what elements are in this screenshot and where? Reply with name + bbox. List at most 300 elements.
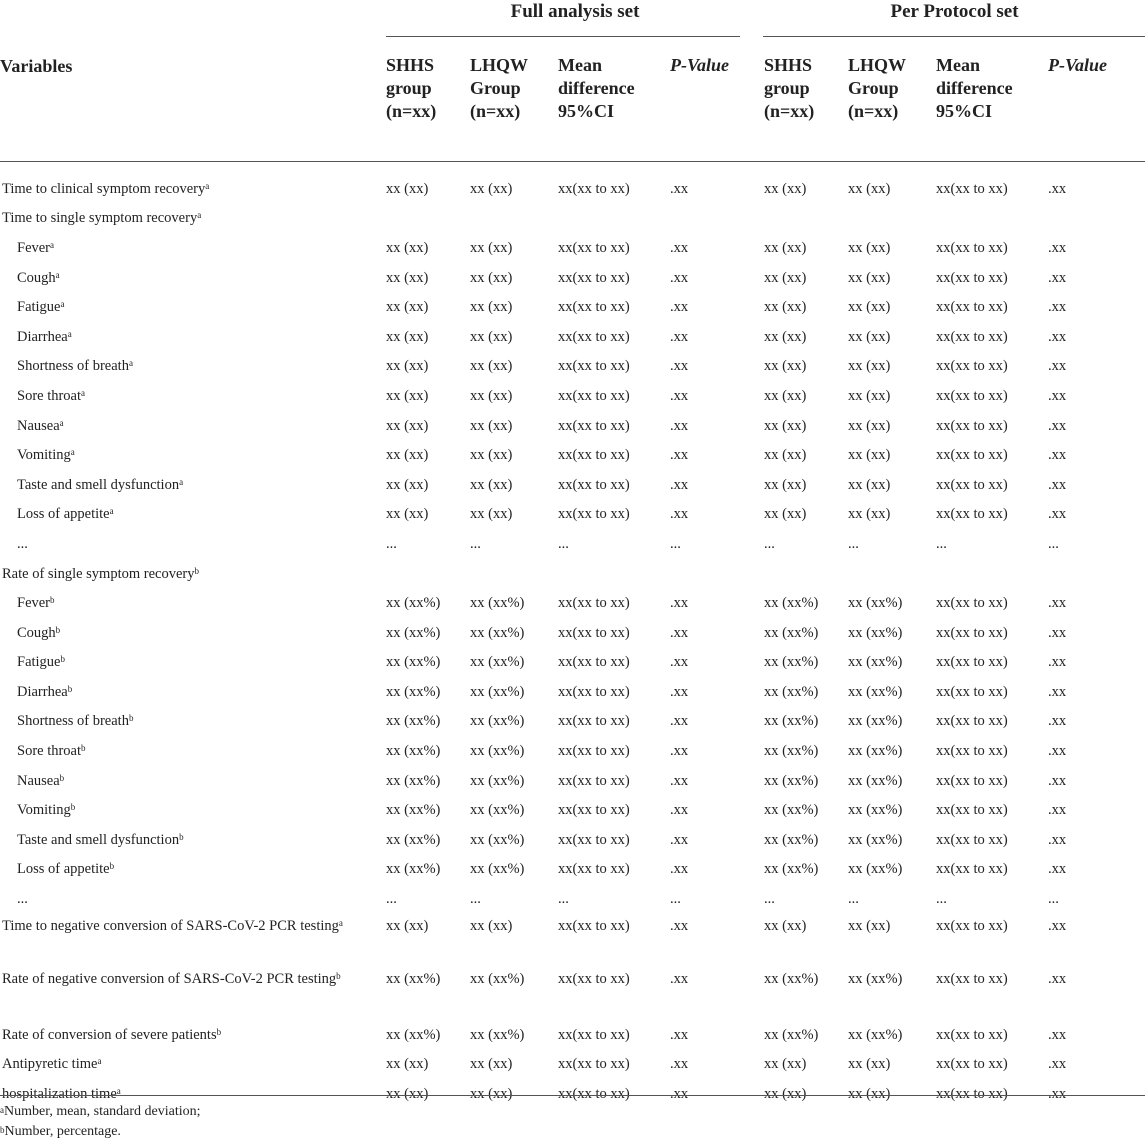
table-cell xyxy=(764,204,848,234)
row-label xyxy=(0,233,386,263)
table-cell: xx(xx to xx) xyxy=(936,328,1008,345)
table-cell: .xx xyxy=(1048,299,1067,316)
table-cell: .xx xyxy=(670,180,689,197)
row-label xyxy=(0,162,386,204)
table-cell: .xx xyxy=(670,1026,689,1043)
table-cell: xx (xx%) xyxy=(386,743,441,760)
table-row xyxy=(0,588,1145,618)
row-label-footnote-marker: a xyxy=(67,328,72,339)
table-cell: .xx xyxy=(670,476,689,493)
table-bottom-rule xyxy=(0,1095,1145,1096)
table-cell: xx(xx to xx) xyxy=(558,624,630,641)
column-header-row xyxy=(0,35,1145,162)
table-cell: xx (xx%) xyxy=(848,713,903,730)
row-label-footnote-marker: a xyxy=(197,210,202,221)
table-cell: xx (xx) xyxy=(386,358,429,375)
table-cell xyxy=(470,204,558,234)
table-row xyxy=(0,825,1145,855)
table-cell: xx(xx to xx) xyxy=(558,328,630,345)
table-row xyxy=(0,162,1145,204)
col-header-pp-lhqw: LHQW Group (n=xx) xyxy=(848,35,936,162)
table-cell: xx(xx to xx) xyxy=(558,1056,630,1073)
table-cell: xx (xx) xyxy=(470,447,513,464)
table-cell: xx(xx to xx) xyxy=(558,970,630,987)
col-header-fas-shhs: SHHS group (n=xx) xyxy=(386,35,470,162)
table-cell: xx (xx%) xyxy=(386,624,441,641)
row-label-text: Nausea xyxy=(17,417,60,434)
table-cell xyxy=(1048,204,1145,234)
table-cell: xx (xx) xyxy=(386,328,429,345)
table-cell: xx (xx) xyxy=(470,269,513,286)
table-cell: .xx xyxy=(1048,1026,1067,1043)
table-cell: .xx xyxy=(1048,239,1067,256)
row-label-text: ... xyxy=(17,535,28,552)
table-cell: xx (xx%) xyxy=(848,654,903,671)
table-cell: .xx xyxy=(670,417,689,434)
table-cell: .xx xyxy=(1048,358,1067,375)
table-body xyxy=(0,162,1145,1109)
table-cell: xx (xx%) xyxy=(848,802,903,819)
table-cell: xx(xx to xx) xyxy=(558,358,630,375)
table-cell: xx (xx) xyxy=(470,239,513,256)
table-row xyxy=(0,263,1145,293)
table-cell: xx (xx%) xyxy=(386,861,441,878)
row-label-footnote-marker: a xyxy=(179,476,184,487)
table-row xyxy=(0,529,1145,559)
table-cell: xx(xx to xx) xyxy=(936,299,1008,316)
table-cell: xx(xx to xx) xyxy=(936,269,1008,286)
table-cell: .xx xyxy=(1048,595,1067,612)
row-label-text: Fatigue xyxy=(17,299,61,316)
row-label-text: Cough xyxy=(17,269,56,286)
table-cell: xx (xx) xyxy=(848,299,891,316)
table-cell: xx (xx%) xyxy=(764,624,819,641)
row-label xyxy=(0,825,386,855)
table-cell: xx(xx to xx) xyxy=(936,713,1008,730)
table-cell: .xx xyxy=(1048,624,1067,641)
row-label-footnote-marker: a xyxy=(116,1085,121,1096)
table-cell: xx (xx%) xyxy=(470,713,525,730)
table-cell: ... xyxy=(558,891,569,908)
table-cell: ... xyxy=(470,535,481,552)
row-label-text: Time to clinical symptom recovery xyxy=(2,180,206,197)
row-label-footnote-marker: a xyxy=(128,358,133,369)
table-cell xyxy=(670,559,764,589)
table-cell: xx(xx to xx) xyxy=(558,447,630,464)
table-cell: .xx xyxy=(670,299,689,316)
row-label-text: Shortness of breath xyxy=(17,358,129,375)
table-cell: ... xyxy=(670,535,681,552)
table-cell: xx (xx) xyxy=(764,358,807,375)
table-cell: xx (xx%) xyxy=(848,831,903,848)
table-cell: xx (xx) xyxy=(386,417,429,434)
table-row xyxy=(0,648,1145,678)
table-cell: xx(xx to xx) xyxy=(936,476,1008,493)
row-label-footnote-marker: a xyxy=(55,269,60,280)
table-cell: xx(xx to xx) xyxy=(558,802,630,819)
table-cell: xx (xx%) xyxy=(848,970,903,987)
table-cell: xx (xx) xyxy=(470,476,513,493)
table-row xyxy=(0,233,1145,263)
row-label-footnote-marker: b xyxy=(216,1026,222,1037)
table-cell: .xx xyxy=(670,802,689,819)
table-cell: xx (xx%) xyxy=(470,1026,525,1043)
row-label xyxy=(0,440,386,470)
table-cell: .xx xyxy=(670,861,689,878)
table-cell: xx(xx to xx) xyxy=(936,772,1008,789)
table-cell: xx (xx) xyxy=(386,239,429,256)
table-cell: xx (xx) xyxy=(848,239,891,256)
table-cell: xx (xx%) xyxy=(470,683,525,700)
table-row xyxy=(0,204,1145,234)
table-cell: xx (xx%) xyxy=(470,595,525,612)
table-cell: xx (xx) xyxy=(470,328,513,345)
table-cell: .xx xyxy=(1048,269,1067,286)
table-cell: xx (xx%) xyxy=(848,743,903,760)
table-cell xyxy=(670,204,764,234)
table-cell: xx (xx%) xyxy=(848,1026,903,1043)
row-label-text: Taste and smell dysfunction xyxy=(17,476,180,493)
table-cell: .xx xyxy=(670,654,689,671)
table-cell: .xx xyxy=(670,713,689,730)
row-label xyxy=(0,766,386,796)
table-cell: .xx xyxy=(670,917,689,934)
table-cell: xx (xx) xyxy=(470,387,513,404)
row-label-footnote-marker: b xyxy=(81,743,86,754)
table-cell: xx(xx to xx) xyxy=(936,180,1008,197)
table-cell xyxy=(764,559,848,589)
table-cell: xx (xx%) xyxy=(764,861,819,878)
table-cell: .xx xyxy=(1048,917,1067,934)
table-cell: xx (xx%) xyxy=(764,802,819,819)
table-cell: xx (xx) xyxy=(848,917,891,934)
row-label xyxy=(0,352,386,382)
table-row xyxy=(0,855,1145,885)
table-cell: xx(xx to xx) xyxy=(558,506,630,523)
table-row xyxy=(0,352,1145,382)
row-label-text: Diarrhea xyxy=(17,683,68,700)
table-cell: xx(xx to xx) xyxy=(936,595,1008,612)
col-header-fas-mean-diff: Mean difference 95%CI xyxy=(558,35,670,162)
row-label xyxy=(0,322,386,352)
row-label xyxy=(0,795,386,825)
table-cell: xx(xx to xx) xyxy=(936,239,1008,256)
table-cell: xx (xx%) xyxy=(764,683,819,700)
table-cell: .xx xyxy=(1048,654,1067,671)
col-header-pp-mean-diff: Mean difference 95%CI xyxy=(936,35,1048,162)
table-cell: .xx xyxy=(1048,328,1067,345)
table-cell: xx(xx to xx) xyxy=(936,831,1008,848)
table-cell xyxy=(558,559,670,589)
row-label-footnote-marker: b xyxy=(67,683,73,694)
table-row xyxy=(0,381,1145,411)
table-row xyxy=(0,795,1145,825)
table-cell: .xx xyxy=(670,1056,689,1073)
row-label-text: Time to single symptom recovery xyxy=(2,210,198,227)
table-cell: xx (xx) xyxy=(470,917,513,934)
row-label xyxy=(0,411,386,441)
table-cell: xx (xx) xyxy=(848,447,891,464)
table-cell: .xx xyxy=(670,831,689,848)
table-cell: xx(xx to xx) xyxy=(936,447,1008,464)
table-row xyxy=(0,500,1145,530)
table-cell: .xx xyxy=(670,387,689,404)
table-cell: .xx xyxy=(1048,861,1067,878)
table-cell: xx (xx) xyxy=(470,299,513,316)
row-label-footnote-marker: b xyxy=(179,831,184,842)
row-label-text: Loss of appetite xyxy=(17,506,110,523)
table-cell: xx (xx%) xyxy=(386,802,441,819)
row-label xyxy=(0,204,386,234)
table-cell: ... xyxy=(1048,535,1059,552)
table-row xyxy=(0,292,1145,322)
table-cell: xx (xx) xyxy=(386,180,429,197)
table-cell: xx(xx to xx) xyxy=(558,683,630,700)
row-label-footnote-marker: a xyxy=(59,417,64,428)
table-cell: xx(xx to xx) xyxy=(936,417,1008,434)
table-cell: xx(xx to xx) xyxy=(558,476,630,493)
table-cell: xx (xx) xyxy=(470,180,513,197)
table-cell: xx (xx%) xyxy=(764,1026,819,1043)
row-label-text: Diarrhea xyxy=(17,328,68,345)
table-row xyxy=(0,736,1145,766)
table-cell: .xx xyxy=(1048,1056,1067,1073)
table-cell: xx(xx to xx) xyxy=(558,1085,630,1102)
table-cell xyxy=(848,204,936,234)
table-cell: xx (xx) xyxy=(386,476,429,493)
table-cell: .xx xyxy=(670,970,689,987)
col-header-pp-shhs: SHHS group (n=xx) xyxy=(764,35,848,162)
table-row xyxy=(0,440,1145,470)
table-cell: xx (xx) xyxy=(386,447,429,464)
table-cell: xx(xx to xx) xyxy=(558,743,630,760)
table-cell: xx (xx) xyxy=(470,358,513,375)
table-cell: xx(xx to xx) xyxy=(936,387,1008,404)
row-label xyxy=(0,677,386,707)
row-label-text: Time to negative conversion of SARS-CoV-2 PCR testing xyxy=(2,917,339,934)
table-cell: xx (xx) xyxy=(386,299,429,316)
table-cell: xx (xx) xyxy=(764,239,807,256)
row-label-text: Sore throat xyxy=(17,743,82,760)
table-cell: .xx xyxy=(1048,772,1067,789)
row-label-footnote-marker: b xyxy=(55,624,61,635)
row-label xyxy=(0,736,386,766)
table-cell: xx(xx to xx) xyxy=(936,1026,1008,1043)
table-cell: xx (xx) xyxy=(764,387,807,404)
row-label xyxy=(0,1020,386,1050)
table-cell: xx (xx) xyxy=(386,1085,429,1102)
row-label-text: Fever xyxy=(17,595,51,612)
table-cell: xx (xx) xyxy=(848,1085,891,1102)
table-cell: .xx xyxy=(670,595,689,612)
table-cell: ... xyxy=(470,891,481,908)
row-label-footnote-marker: b xyxy=(109,861,115,872)
table-cell: .xx xyxy=(1048,180,1067,197)
table-cell: xx(xx to xx) xyxy=(558,595,630,612)
table-row xyxy=(0,707,1145,737)
table-cell: ... xyxy=(848,891,859,908)
table-cell: xx (xx) xyxy=(848,506,891,523)
table-cell: xx (xx%) xyxy=(386,683,441,700)
table-cell: xx(xx to xx) xyxy=(558,861,630,878)
table-cell xyxy=(936,204,1048,234)
table-cell: xx (xx) xyxy=(848,328,891,345)
col-header-pp-pvalue: P-Value xyxy=(1048,35,1145,162)
row-label xyxy=(0,618,386,648)
row-label xyxy=(0,381,386,411)
table-cell: xx (xx) xyxy=(386,387,429,404)
row-label xyxy=(0,559,386,589)
table-cell: xx (xx) xyxy=(764,506,807,523)
table-cell: xx (xx) xyxy=(470,417,513,434)
table-cell xyxy=(936,559,1048,589)
table-cell xyxy=(558,204,670,234)
table-cell: xx (xx%) xyxy=(386,654,441,671)
table-cell: .xx xyxy=(1048,1085,1067,1102)
row-label-text: Rate of conversion of severe patients xyxy=(2,1026,217,1043)
table-cell: xx(xx to xx) xyxy=(936,358,1008,375)
table-cell: xx (xx) xyxy=(386,506,429,523)
table-cell: xx (xx%) xyxy=(764,772,819,789)
table-cell: xx(xx to xx) xyxy=(558,387,630,404)
table-cell xyxy=(386,559,470,589)
row-label xyxy=(0,884,386,914)
row-label xyxy=(0,292,386,322)
row-label-footnote-marker: a xyxy=(109,506,114,517)
table-row xyxy=(0,1049,1145,1079)
table-cell: xx (xx%) xyxy=(848,624,903,641)
table-cell: xx (xx%) xyxy=(386,595,441,612)
table-cell: xx (xx) xyxy=(386,269,429,286)
table-cell: .xx xyxy=(1048,417,1067,434)
table-cell: xx(xx to xx) xyxy=(558,654,630,671)
row-label xyxy=(0,529,386,559)
table-cell: .xx xyxy=(670,683,689,700)
table-cell: xx(xx to xx) xyxy=(936,1085,1008,1102)
table-cell: xx(xx to xx) xyxy=(936,802,1008,819)
row-label-footnote-marker: a xyxy=(70,447,75,458)
table-row xyxy=(0,322,1145,352)
table-row xyxy=(0,470,1145,500)
table-cell: xx(xx to xx) xyxy=(558,239,630,256)
table-cell: xx (xx) xyxy=(470,1085,513,1102)
table-cell: xx (xx) xyxy=(848,387,891,404)
table-cell: xx(xx to xx) xyxy=(936,624,1008,641)
table-cell: xx (xx) xyxy=(848,476,891,493)
table-cell: xx(xx to xx) xyxy=(558,831,630,848)
row-label-text: Vomiting xyxy=(17,802,71,819)
row-label-footnote-marker: a xyxy=(81,387,86,398)
table-cell: xx (xx) xyxy=(386,1056,429,1073)
table-cell: .xx xyxy=(1048,387,1067,404)
row-label-text: ... xyxy=(17,891,28,908)
table-cell: .xx xyxy=(1048,713,1067,730)
table-cell: .xx xyxy=(670,358,689,375)
table-cell: ... xyxy=(764,891,775,908)
table-cell: xx (xx%) xyxy=(386,970,441,987)
table-cell: ... xyxy=(670,891,681,908)
row-label xyxy=(0,1049,386,1079)
table-cell: xx (xx%) xyxy=(470,970,525,987)
row-label xyxy=(0,707,386,737)
table-row xyxy=(0,677,1145,707)
table-cell: xx(xx to xx) xyxy=(936,683,1008,700)
row-label xyxy=(0,855,386,885)
table-cell: xx(xx to xx) xyxy=(936,970,1008,987)
table-cell: ... xyxy=(936,891,947,908)
table-cell: .xx xyxy=(1048,802,1067,819)
table-row xyxy=(0,884,1145,914)
row-label-text: Rate of negative conversion of SARS-CoV-2 PCR testing xyxy=(2,970,337,987)
table-cell: xx (xx%) xyxy=(470,624,525,641)
table-cell: xx (xx%) xyxy=(764,970,819,987)
table-cell: xx (xx%) xyxy=(386,1026,441,1043)
table-cell xyxy=(848,559,936,589)
table-cell: xx (xx) xyxy=(470,506,513,523)
row-label xyxy=(0,648,386,678)
table-cell: xx(xx to xx) xyxy=(558,1026,630,1043)
table-cell: xx(xx to xx) xyxy=(936,917,1008,934)
group-underline-full xyxy=(386,36,740,37)
table-cell: xx(xx to xx) xyxy=(558,713,630,730)
table-cell xyxy=(386,204,470,234)
table-cell: xx(xx to xx) xyxy=(558,417,630,434)
table-cell: xx(xx to xx) xyxy=(936,654,1008,671)
table-cell: ... xyxy=(936,535,947,552)
row-label-text: Fatigue xyxy=(17,654,61,671)
row-label-footnote-marker: b xyxy=(59,772,65,783)
table-cell: xx (xx) xyxy=(764,417,807,434)
table-cell: xx (xx) xyxy=(848,417,891,434)
row-label-text: Rate of single symptom recovery xyxy=(2,565,195,582)
table-cell: ... xyxy=(386,535,397,552)
row-label-text: Fever xyxy=(17,239,51,256)
table-cell: xx(xx to xx) xyxy=(558,772,630,789)
group-header-spacer xyxy=(0,0,386,35)
table-cell: .xx xyxy=(1048,506,1067,523)
table-cell: .xx xyxy=(1048,447,1067,464)
table-cell: xx (xx%) xyxy=(764,654,819,671)
table-cell: xx (xx%) xyxy=(386,831,441,848)
table-cell: .xx xyxy=(670,328,689,345)
table-cell: xx(xx to xx) xyxy=(936,743,1008,760)
row-label xyxy=(0,914,386,967)
row-label xyxy=(0,263,386,293)
table-cell: .xx xyxy=(1048,476,1067,493)
row-label-text: Sore throat xyxy=(17,387,82,404)
table-row xyxy=(0,914,1145,967)
table-cell: xx (xx) xyxy=(848,1056,891,1073)
table-cell: xx (xx) xyxy=(764,476,807,493)
row-label xyxy=(0,588,386,618)
footnote-b: $^b$Number, percentage. xyxy=(0,1124,121,1139)
table-cell: xx (xx) xyxy=(764,1085,807,1102)
table-cell: xx (xx%) xyxy=(848,861,903,878)
group-header-row xyxy=(0,0,1145,35)
table-cell: ... xyxy=(558,535,569,552)
table-cell: xx (xx) xyxy=(848,358,891,375)
table-cell: xx (xx%) xyxy=(470,743,525,760)
table-cell: ... xyxy=(848,535,859,552)
row-label xyxy=(0,967,386,1020)
table-row xyxy=(0,618,1145,648)
row-label-text: Nausea xyxy=(17,772,60,789)
row-label-footnote-marker: a xyxy=(205,180,210,191)
table-cell: xx (xx%) xyxy=(470,654,525,671)
table-cell: xx (xx) xyxy=(470,1056,513,1073)
table-cell: xx (xx%) xyxy=(386,713,441,730)
table-cell: xx (xx) xyxy=(764,180,807,197)
